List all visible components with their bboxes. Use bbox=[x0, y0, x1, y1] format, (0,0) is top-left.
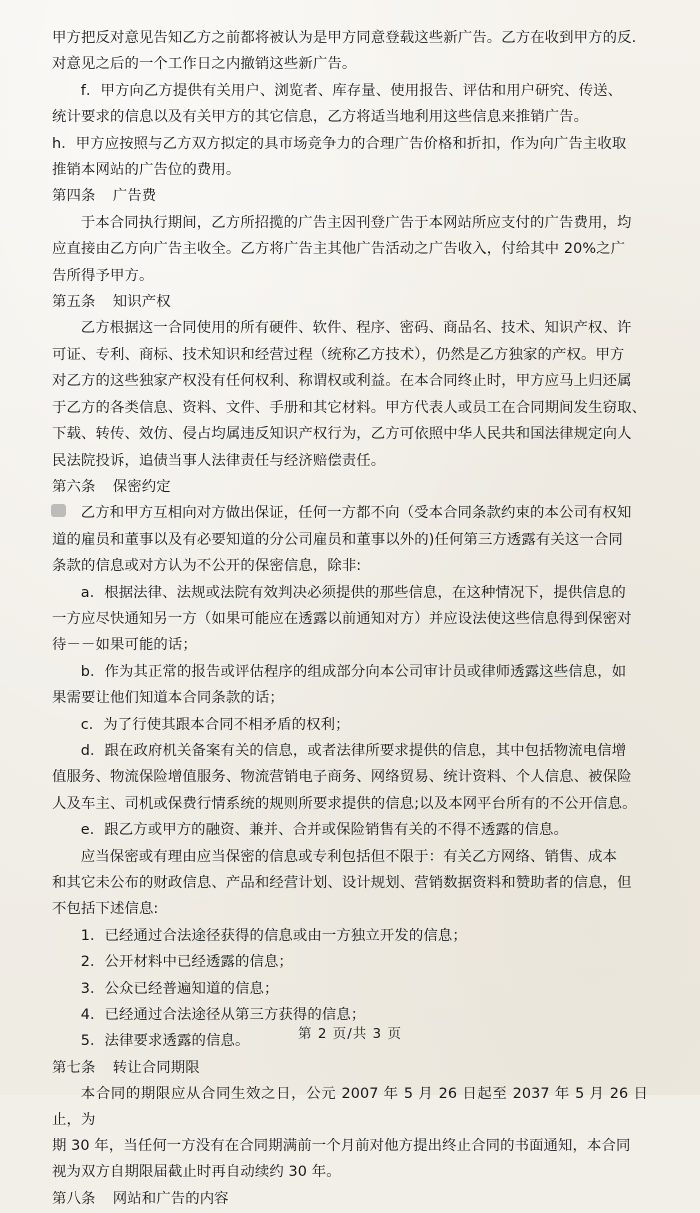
paragraph: 条款的信息或对方认为不公开的保密信息，除非: bbox=[52, 558, 362, 575]
section-number: 第八条 bbox=[52, 1190, 96, 1207]
paragraph: 期 30 年，当任何一方没有在合同期满前一个月前对他方提出终止合同的书面通知，本合同 bbox=[52, 1138, 631, 1155]
paragraph: 可证、专利、商标、技术知识和经营过程（统称乙方技术），仍然是乙方独家的产权。甲方 bbox=[52, 346, 625, 363]
section-title: 知识产权 bbox=[112, 294, 171, 311]
paragraph: 和其它未公布的财政信息、产品和经营计划、设计规划、营销数据资料和赞助者的信息，但 bbox=[52, 875, 632, 891]
paragraph: 乙方和甲方互相向对方做出保证，任何一方都不向（受本合同条款约束的本公司有权知 bbox=[52, 501, 631, 526]
section-heading bbox=[52, 184, 648, 209]
paragraph: 下载、转传、效仿、侵占均属违反知识产权行为，乙方可依照中华人民共和国法律规定向人 bbox=[52, 426, 632, 443]
paragraph: 对乙方的这些独家产权没有任何权利、称谓权或利益。在本合同终止时，甲方应马上归还属 bbox=[52, 373, 632, 390]
section-title: 保密约定 bbox=[112, 478, 171, 495]
paragraph: c．为了行使其跟本合同不相矛盾的权利； bbox=[80, 716, 350, 733]
paragraph: 不包括下述信息: bbox=[52, 901, 159, 918]
section-title: 广告费 bbox=[112, 188, 157, 205]
section-heading bbox=[52, 1187, 648, 1212]
paragraph: 道的雇员和董事以及有必要知道的分公司雇员和董事以外的)任何第三方透露有关这一合同 bbox=[52, 531, 623, 548]
paragraph: 对意见之后的一个工作日之内撤销这些新广告。 bbox=[52, 56, 357, 73]
page-footer: 第 2 页/共 3 页 bbox=[298, 1026, 402, 1042]
paragraph: 乙方根据这一合同使用的所有硬件、软件、程序、密码、商品名、技术、知识产权、许 bbox=[80, 320, 632, 337]
paragraph: a．根据法律、法规或法院有效判决必须提供的那些信息，在这种情况下，提供信息的 bbox=[80, 584, 626, 601]
paragraph: 应直接由乙方向广告主收全。乙方将广告主其他广告活动之广告收入，付给其中 20%之广 bbox=[52, 241, 626, 258]
section-title: 转让合同期限 bbox=[112, 1059, 200, 1076]
paragraph: h．甲方应按照与乙方双方拟定的具市场竞争力的合理广告价格和折扣，作为向广告主收取 bbox=[52, 135, 627, 152]
paragraph: 应当保密或有理由应当保密的信息或专利包括但不限于：有关乙方网络、销售、成本 bbox=[80, 848, 617, 865]
section-number: 第四条 bbox=[52, 188, 96, 205]
paragraph: e．跟乙方或甲方的融资、兼并、合并或保险销售有关的不得不透露的信息。 bbox=[80, 822, 568, 839]
paragraph: 待－－如果可能的话； bbox=[52, 637, 197, 654]
paragraph: 本合同的期限应从合同生效之日，公元 2007 年 5 月 26 日起至 2037 年 5 月 26 日止，为 bbox=[52, 1086, 648, 1128]
paragraph: 一方应尽快通知另一方（如果可能应在透露以前通知对方）并应设法使这些信息得到保密对 bbox=[52, 610, 632, 627]
paragraph: 甲方把反对意见告知乙方之前都将被认为是甲方同意登载这些新广告。乙方在收到甲方的反. bbox=[52, 30, 637, 46]
section-heading bbox=[52, 290, 648, 315]
paragraph: 于本合同执行期间，乙方所招揽的广告主因刊登广告于本网站所应支付的广告费用，均 bbox=[80, 214, 632, 231]
list-item: 3．公众已经普遍知道的信息； bbox=[80, 980, 279, 997]
list-item: 2．公开材料中已经透露的信息； bbox=[80, 954, 293, 971]
paragraph: d．跟在政府机关备案有关的信息，或者法律所要求提供的信息，其中包括物流电信增 bbox=[80, 742, 627, 759]
list-item: 4．已经通过合法途径从第三方获得的信息； bbox=[80, 1007, 366, 1024]
paragraph: 视为双方自期限届截止时再自动续约 30 年。 bbox=[52, 1164, 341, 1181]
section-number: 第六条 bbox=[52, 478, 96, 495]
section-heading bbox=[52, 475, 648, 500]
list-item: 5．法律要求透露的信息。 bbox=[80, 1033, 250, 1050]
paragraph: 告所得予甲方。 bbox=[52, 267, 154, 284]
paragraph: 民法院投诉，追债当事人法律责任与经济赔偿责任。 bbox=[52, 452, 386, 469]
paragraph: 推销本网站的广告位的费用。 bbox=[52, 162, 241, 179]
paragraph: 于乙方的各类信息、资料、文件、手册和其它材料。甲方代表人或员工在合同期间发生窃取、 bbox=[52, 399, 647, 416]
section-title: 网站和广告的内容 bbox=[112, 1190, 229, 1207]
paragraph: f．甲方向乙方提供有关用户、浏览者、库存量、使用报告、评估和用户研究、传送、 bbox=[80, 82, 623, 99]
list-item: 1．已经通过合法途径获得的信息或由一方独立开发的信息； bbox=[80, 927, 467, 944]
paragraph: 果需要让他们知道本合同条款的话； bbox=[52, 690, 284, 707]
paragraph: 值服务、物流保险增值服务、物流营销电子商务、网络贸易、统计资料、个人信息、被保险 bbox=[52, 769, 632, 786]
section-number: 第五条 bbox=[52, 294, 96, 311]
paragraph: 统计要求的信息以及有关甲方的其它信息，乙方将适当地利用这些信息来推销广告。 bbox=[52, 109, 589, 126]
section-number: 第七条 bbox=[52, 1059, 96, 1076]
paragraph: b．作为其正常的报告或评估程序的组成部分向本公司审计员或律师透露这些信息，如 bbox=[80, 663, 627, 680]
paragraph: 人及车主、司机或保费行情系统的规则所要求提供的信息;以及本网平台所有的不公开信息。 bbox=[52, 795, 637, 812]
section-heading bbox=[52, 1056, 648, 1081]
